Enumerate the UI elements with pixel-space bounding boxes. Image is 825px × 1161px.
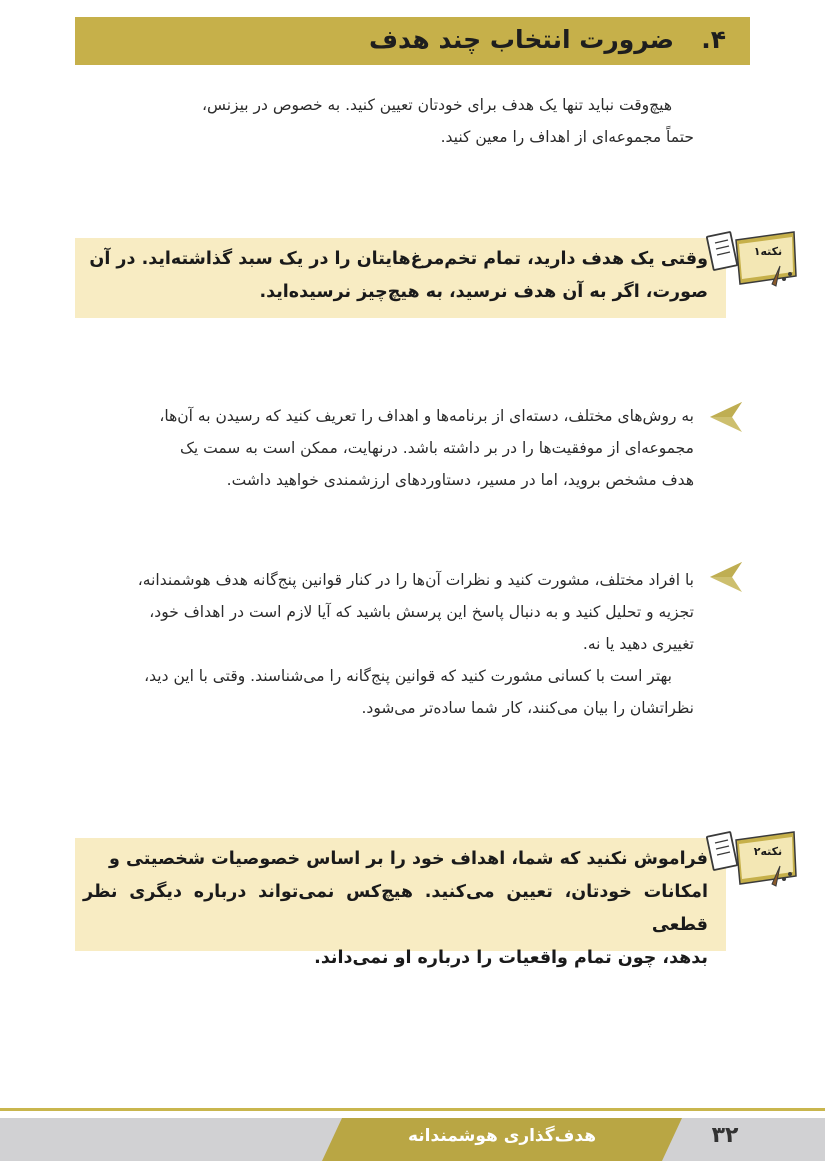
bullet-1-line: به روش‌های مختلف، دسته‌ای از برنامه‌ها و اهداف را تعریف کنید که رسیدن به آن‌ها، — [159, 407, 694, 425]
bullet-2-line: بهتر است با کسانی مشورت کنید که قوانین پنج‌گانه را می‌شناسند. وقتی با این دید، — [144, 667, 672, 685]
arrow-bullet-icon — [708, 400, 744, 434]
note-2-badge-label: نکته۲ — [753, 845, 783, 858]
intro-line: هیچ‌وقت نباید تنها یک هدف برای خودتان تعیین کنید. به خصوص در بیزنس، — [201, 96, 672, 114]
bullet-2-line: نظراتشان را بیان می‌کنند، کار شما ساده‌تر می‌شود. — [361, 699, 694, 717]
note-1-badge — [706, 226, 798, 288]
section-number: ۴. — [701, 25, 726, 54]
note-2-text — [83, 843, 708, 975]
note-1-line: صورت، اگر به آن هدف نرسید، به هیچ‌چیز نرسیده‌اید. — [259, 282, 708, 302]
note-2-line: بدهد، چون تمام واقعیات را درباره او نمی‌داند. — [314, 948, 708, 968]
note-box-1 — [75, 238, 726, 318]
footer-book-title: هدف‌گذاری هوشمندانه — [407, 1126, 596, 1146]
bullet-2-line: با افراد مختلف، مشورت کنید و نظرات آن‌ها را در کنار قوانین پنج‌گانه هدف هوشمندانه، — [137, 571, 694, 589]
note-1-badge-label: نکته۱ — [753, 245, 783, 258]
arrow-bullet-icon — [708, 560, 744, 594]
note-1-line: وقتی یک هدف دارید، تمام تخم‌مرغ‌هایتان را در یک سبد گذاشته‌اید. در آن — [89, 249, 708, 269]
intro-line: حتماً مجموعه‌ای از اهداف را معین کنید. — [440, 128, 694, 146]
note-2-line: فراموش نکنید که شما، اهداف خود را بر اساس خصوصیات شخصیتی و — [109, 849, 708, 869]
intro-paragraph — [78, 89, 694, 153]
bullet-2-line: تجزیه و تحلیل کنید و به دنبال پاسخ این پرسش باشید که آیا لازم است در اهداف خود، — [149, 603, 694, 621]
section-title: ضرورت انتخاب چند هدف — [368, 25, 674, 54]
bullet-1-line: هدف مشخص بروید، اما در مسیر، دستاوردهای ارزشمندی خواهید داشت. — [226, 471, 694, 489]
bullet-1-line: مجموعه‌ای از موفقیت‌ها را در بر داشته باشد. درنهایت، ممکن است به سمت یک — [179, 439, 694, 457]
note-box-2 — [75, 838, 726, 968]
page-number: ۳۲ — [711, 1123, 739, 1148]
bullet-2-line: تغییری دهید یا نه. — [582, 635, 694, 653]
footer-rule — [0, 1108, 825, 1111]
note-1-text — [83, 243, 708, 309]
bullet-2-paragraph — [75, 564, 694, 724]
section-heading-bar — [75, 17, 750, 65]
bullet-1-paragraph — [75, 400, 694, 496]
note-2-line: امکانات خودتان، تعیین می‌کنید. هیچ‌کس نمی‌تواند درباره دیگری نظر قطعی — [83, 882, 708, 935]
note-2-badge — [706, 826, 798, 888]
